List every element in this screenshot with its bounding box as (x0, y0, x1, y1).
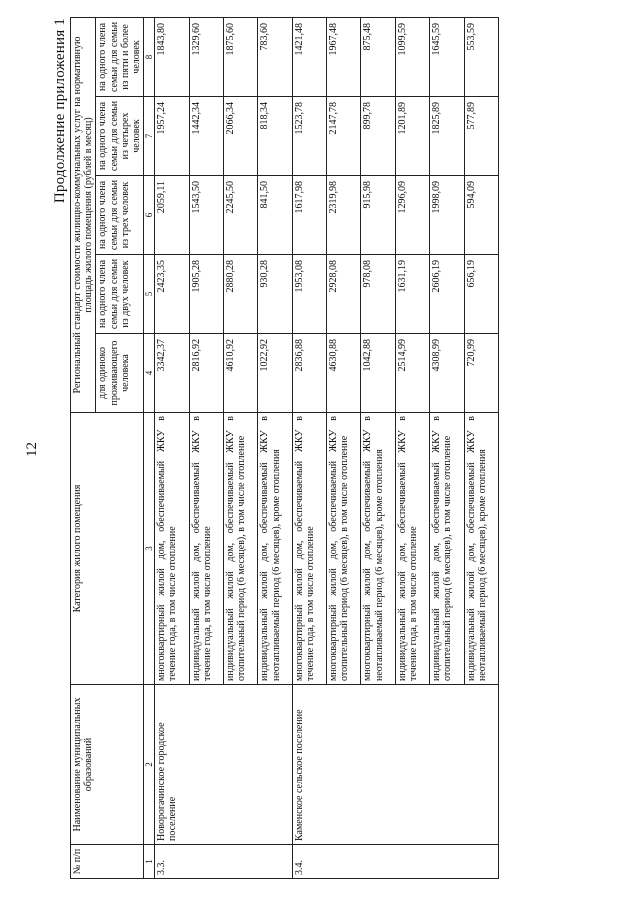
municipality-name: Новорогачинское городское поселение (155, 685, 293, 845)
value-cell: 594,09 (464, 176, 498, 255)
value-cell: 978,08 (361, 255, 395, 334)
value-cell: 1843,80 (155, 17, 189, 96)
value-cell: 1329,60 (189, 17, 223, 96)
value-cell: 1022,92 (258, 334, 292, 413)
housing-category: индивидуальный жилой дом, обеспечиваемый ЖКУ в неотапливаемый период (6 месяцев), кроме отопления (464, 413, 498, 685)
value-cell: 2245,50 (223, 176, 257, 255)
value-cell: 915,98 (361, 176, 395, 255)
column-index: 4 (144, 334, 155, 413)
value-cell: 1523,78 (292, 97, 326, 176)
value-cell: 1042,88 (361, 334, 395, 413)
value-cell: 1421,48 (292, 17, 326, 96)
value-cell: 2928,08 (327, 255, 361, 334)
table-row (292, 17, 326, 878)
column-index: 7 (144, 97, 155, 176)
housing-cost-table (70, 17, 499, 879)
header-family-3: на одного члена семьи для семьи из трех человек (96, 176, 144, 255)
value-cell: 2514,99 (395, 334, 429, 413)
column-index: 8 (144, 17, 155, 96)
housing-category: индивидуальный жилой дом, обеспечиваемый ЖКУ в отопительный период (6 месяцев), в том числе отопление (430, 413, 464, 685)
column-index: 3 (144, 413, 155, 685)
housing-category: многоквартирный жилой дом, обеспечиваемый ЖКУ в неотапливаемый период (6 месяцев), кроме отопления (361, 413, 395, 685)
housing-category: индивидуальный жилой дом, обеспечиваемый ЖКУ в течение года, в том числе отопление (189, 413, 223, 685)
row-number: 3.3. (155, 845, 293, 879)
value-cell: 3342,37 (155, 334, 189, 413)
value-cell: 2147,78 (327, 97, 361, 176)
column-index: 6 (144, 176, 155, 255)
value-cell: 4610,92 (223, 334, 257, 413)
value-cell: 1875,60 (223, 17, 257, 96)
housing-category: многоквартирный жилой дом, обеспечиваемый ЖКУ в течение года, в том числе отопление (292, 413, 326, 685)
value-cell: 1905,28 (189, 255, 223, 334)
value-cell: 1998,09 (430, 176, 464, 255)
table-row (155, 17, 189, 878)
value-cell: 1957,24 (155, 97, 189, 176)
value-cell: 818,34 (258, 97, 292, 176)
value-cell: 2059,11 (155, 176, 189, 255)
value-cell: 1543,50 (189, 176, 223, 255)
value-cell: 553,59 (464, 17, 498, 96)
housing-category: индивидуальный жилой дом, обеспечиваемый ЖКУ в неотапливаемый период (6 месяцев), кроме отопления (258, 413, 292, 685)
header-family-4: на одного члена семьи для семьи из четырех человек (96, 97, 144, 176)
value-cell: 899,78 (361, 97, 395, 176)
value-cell: 1967,48 (327, 17, 361, 96)
value-cell: 1617,98 (292, 176, 326, 255)
value-cell: 2606,19 (430, 255, 464, 334)
value-cell: 2880,28 (223, 255, 257, 334)
header-single: для одиноко проживающего человека (96, 334, 144, 413)
row-number: 3.4. (292, 845, 498, 879)
housing-category: многоквартирный жилой дом, обеспечиваемый ЖКУ в течение года, в том числе отопление (155, 413, 189, 685)
housing-category: индивидуальный жилой дом, обеспечиваемый ЖКУ в отопительный период (6 месяцев), в том числе отопление (223, 413, 257, 685)
value-cell: 1631,19 (395, 255, 429, 334)
housing-category: индивидуальный жилой дом, обеспечиваемый ЖКУ в течение года, в том числе отопление (395, 413, 429, 685)
value-cell: 577,89 (464, 97, 498, 176)
value-cell: 1825,89 (430, 97, 464, 176)
municipality-name: Каменское сельское поселение (292, 685, 498, 845)
value-cell: 1201,89 (395, 97, 429, 176)
header-municipality: Наименование муниципальных образований (71, 685, 144, 845)
value-cell: 2816,92 (189, 334, 223, 413)
value-cell: 1645,59 (430, 17, 464, 96)
value-cell: 2319,98 (327, 176, 361, 255)
header-family-2: на одного члена семьи для семьи из двух человек (96, 255, 144, 334)
housing-category: многоквартирный жилой дом, обеспечиваемый ЖКУ в отопительный период (6 месяцев), в том числе отопление (327, 413, 361, 685)
value-cell: 720,99 (464, 334, 498, 413)
value-cell: 1442,34 (189, 97, 223, 176)
value-cell: 930,28 (258, 255, 292, 334)
value-cell: 1296,09 (395, 176, 429, 255)
value-cell: 875,48 (361, 17, 395, 96)
header-category: Категория жилого помещения (71, 413, 144, 685)
value-cell: 1953,08 (292, 255, 326, 334)
page-number: 12 (24, 442, 40, 457)
header-group-title: Региональный стандарт стоимости жилищно-коммунальных услуг на нормативную площадь жилого помещения (рублей в месяц) (71, 17, 96, 412)
value-cell: 2423,35 (155, 255, 189, 334)
value-cell: 2066,34 (223, 97, 257, 176)
header-no: № п/п (71, 845, 144, 879)
value-cell: 656,19 (464, 255, 498, 334)
column-index: 2 (144, 685, 155, 845)
value-cell: 1099,59 (395, 17, 429, 96)
column-index: 1 (144, 845, 155, 879)
value-cell: 2836,88 (292, 334, 326, 413)
appendix-heading: Продолжение приложения 1 (52, 18, 68, 204)
column-index: 5 (144, 255, 155, 334)
value-cell: 4308,99 (430, 334, 464, 413)
value-cell: 4630,88 (327, 334, 361, 413)
value-cell: 841,50 (258, 176, 292, 255)
header-family-5: на одного члена семьи для семьи из пяти и более человек (96, 17, 144, 96)
value-cell: 783,60 (258, 17, 292, 96)
